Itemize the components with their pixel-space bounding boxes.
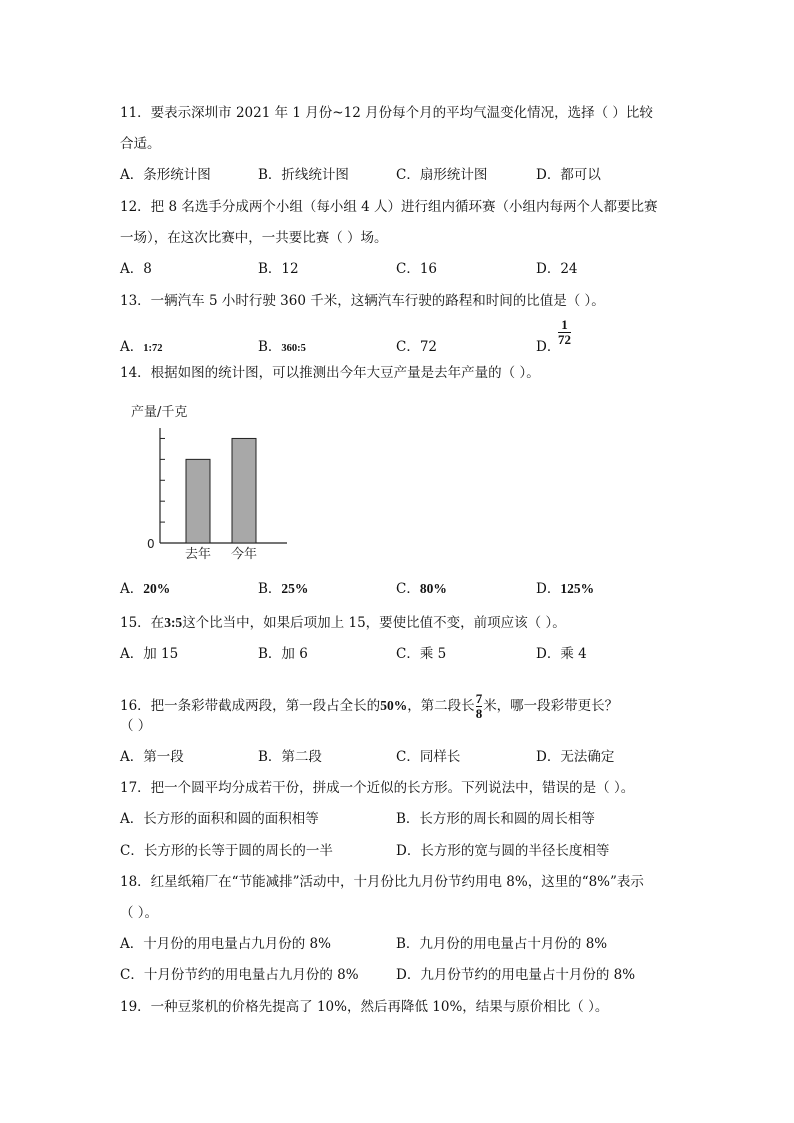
q17-option-c[interactable]: C．长方形的长等于圆的周长的一半 xyxy=(120,843,333,859)
q13-option-c[interactable]: C．72 xyxy=(396,339,438,355)
q15-option-b[interactable]: B．加 6 xyxy=(258,646,308,662)
q17-option-b[interactable]: B．长方形的周长和圆的周长相等 xyxy=(396,811,595,827)
fraction-denominator: 8 xyxy=(475,706,483,721)
q13-option-a-value: 1:72 xyxy=(143,343,163,354)
bar-今年 xyxy=(232,438,256,543)
q13-option-a-letter: A． xyxy=(120,339,144,355)
q15-text-post: 这个比当中，如果后项加上 15，要使比值不变，前项应该（ ）。 xyxy=(182,615,566,631)
bar-chart xyxy=(125,398,305,568)
q16-option-a[interactable]: A．第一段 xyxy=(120,749,184,765)
x-tick-label: 今年 xyxy=(230,547,258,562)
q14-option-c-value: 80% xyxy=(419,581,447,596)
q13-option-d[interactable] xyxy=(536,338,560,356)
q13-option-b-letter: B． xyxy=(258,339,282,355)
q15-ratio: 3:5 xyxy=(164,615,183,630)
chart-origin-label: 0 xyxy=(147,537,155,551)
q15-text-pre: 15．在 xyxy=(120,615,165,631)
q17-option-a[interactable]: A．长方形的面积和圆的面积相等 xyxy=(120,811,319,827)
q18-text-line2: （ ）。 xyxy=(120,905,159,921)
q14-option-b-value: 25% xyxy=(281,581,309,596)
q17-text-line1: 17．把一个圆平均分成若干份，拼成一个近似的长方形。下列说法中，错误的是（ ）。 xyxy=(120,780,635,796)
q15-text-line1 xyxy=(120,614,566,632)
q11-option-b[interactable]: B．折线统计图 xyxy=(258,167,349,183)
q18-text-line1: 18．红星纸箱厂在“节能减排”活动中，十月份比九月份节约用电 8%，这里的“8%”表示 xyxy=(120,874,644,890)
q14-option-d-value: 125% xyxy=(560,581,595,596)
q16-option-c[interactable]: C．同样长 xyxy=(396,749,461,765)
q16-option-b[interactable]: B．第二段 xyxy=(258,749,322,765)
q11-text-line1: 11．要表示深圳市 2021 年 1 月份~12 月份每个月的平均气温变化情况，选择（ ）比较 xyxy=(120,105,653,121)
q14-option-c-letter: C． xyxy=(396,581,420,597)
q14-option-c[interactable] xyxy=(396,580,447,598)
q17-option-d[interactable]: D．长方形的宽与圆的半径长度相等 xyxy=(396,843,610,859)
q15-option-c[interactable]: C．乘 5 xyxy=(396,646,447,662)
q15-option-a[interactable]: A．加 15 xyxy=(120,646,179,662)
q14-option-a-letter: A． xyxy=(120,581,144,597)
q11-option-a[interactable]: A．条形统计图 xyxy=(120,167,211,183)
q13-option-b-value: 360:5 xyxy=(281,343,306,354)
y-axis-ticks xyxy=(160,438,165,522)
q12-option-c[interactable]: C．16 xyxy=(396,261,438,277)
bar-去年 xyxy=(186,459,210,543)
q16-fraction xyxy=(476,692,483,721)
q16-text-line1 xyxy=(120,692,618,721)
q19-text-line1: 19．一种豆浆机的价格先提高了 10%，然后再降低 10%，结果与原价相比（ ）。 xyxy=(120,999,609,1015)
q13-text-line1: 13．一辆汽车 5 小时行驶 360 千米，这辆汽车行驶的路程和时间的比值是（ ）。 xyxy=(120,293,605,309)
q18-option-d[interactable]: D．九月份节约的用电量占十月份的 8% xyxy=(396,967,636,983)
q14-option-d[interactable] xyxy=(536,580,594,598)
q18-option-a[interactable]: A．十月份的用电量占九月份的 8% xyxy=(120,936,331,952)
fraction-numerator: 1 xyxy=(561,317,568,332)
q13-option-d-fraction xyxy=(558,318,571,347)
q11-option-c[interactable]: C．扇形统计图 xyxy=(396,167,488,183)
q12-text-line1: 12．把 8 名选手分成两个小组（每小组 4 人）进行组内循环赛（小组内每两个人都要比赛 xyxy=(120,199,658,215)
q16-text-line2: （ ） xyxy=(120,718,152,734)
q13-option-d-letter: D． xyxy=(536,339,561,355)
q12-text-line2: 一场），在这次比赛中，一共要比赛（ ）场。 xyxy=(120,230,388,246)
chart-ylabel: 产量/千克 xyxy=(131,405,188,420)
q16-text-mid: ，第二段长 xyxy=(407,698,475,714)
q14-option-a[interactable] xyxy=(120,580,170,598)
q16-percent: 50% xyxy=(380,698,408,713)
q16-option-d[interactable]: D．无法确定 xyxy=(536,749,615,765)
q14-text-line1: 14．根据如图的统计图，可以推测出今年大豆产量是去年产量的（ ）。 xyxy=(120,365,540,381)
q12-option-b[interactable]: B．12 xyxy=(258,261,299,277)
q14-option-b-letter: B． xyxy=(258,581,282,597)
q14-option-d-letter: D． xyxy=(536,581,561,597)
q16-text-post: 米，哪一段彩带更长？ xyxy=(483,698,619,714)
q14-option-a-value: 20% xyxy=(143,581,171,596)
q18-option-b[interactable]: B．九月份的用电量占十月份的 8% xyxy=(396,936,608,952)
q12-option-a[interactable]: A．8 xyxy=(120,261,152,277)
q12-option-d[interactable]: D．24 xyxy=(536,261,578,277)
q13-option-b[interactable] xyxy=(258,338,306,358)
q11-text-line2: 合适。 xyxy=(120,136,161,152)
fraction-denominator: 72 xyxy=(558,332,571,347)
q18-option-c[interactable]: C．十月份节约的用电量占九月份的 8% xyxy=(120,967,359,983)
q15-option-d[interactable]: D．乘 4 xyxy=(536,646,587,662)
q13-option-a[interactable] xyxy=(120,338,163,358)
x-tick-label: 去年 xyxy=(184,547,212,562)
q14-option-b[interactable] xyxy=(258,580,308,598)
q11-option-d[interactable]: D．都可以 xyxy=(536,167,601,183)
q16-text-pre: 16．把一条彩带截成两段，第一段占全长的 xyxy=(120,698,381,714)
fraction-numerator: 7 xyxy=(475,691,483,706)
